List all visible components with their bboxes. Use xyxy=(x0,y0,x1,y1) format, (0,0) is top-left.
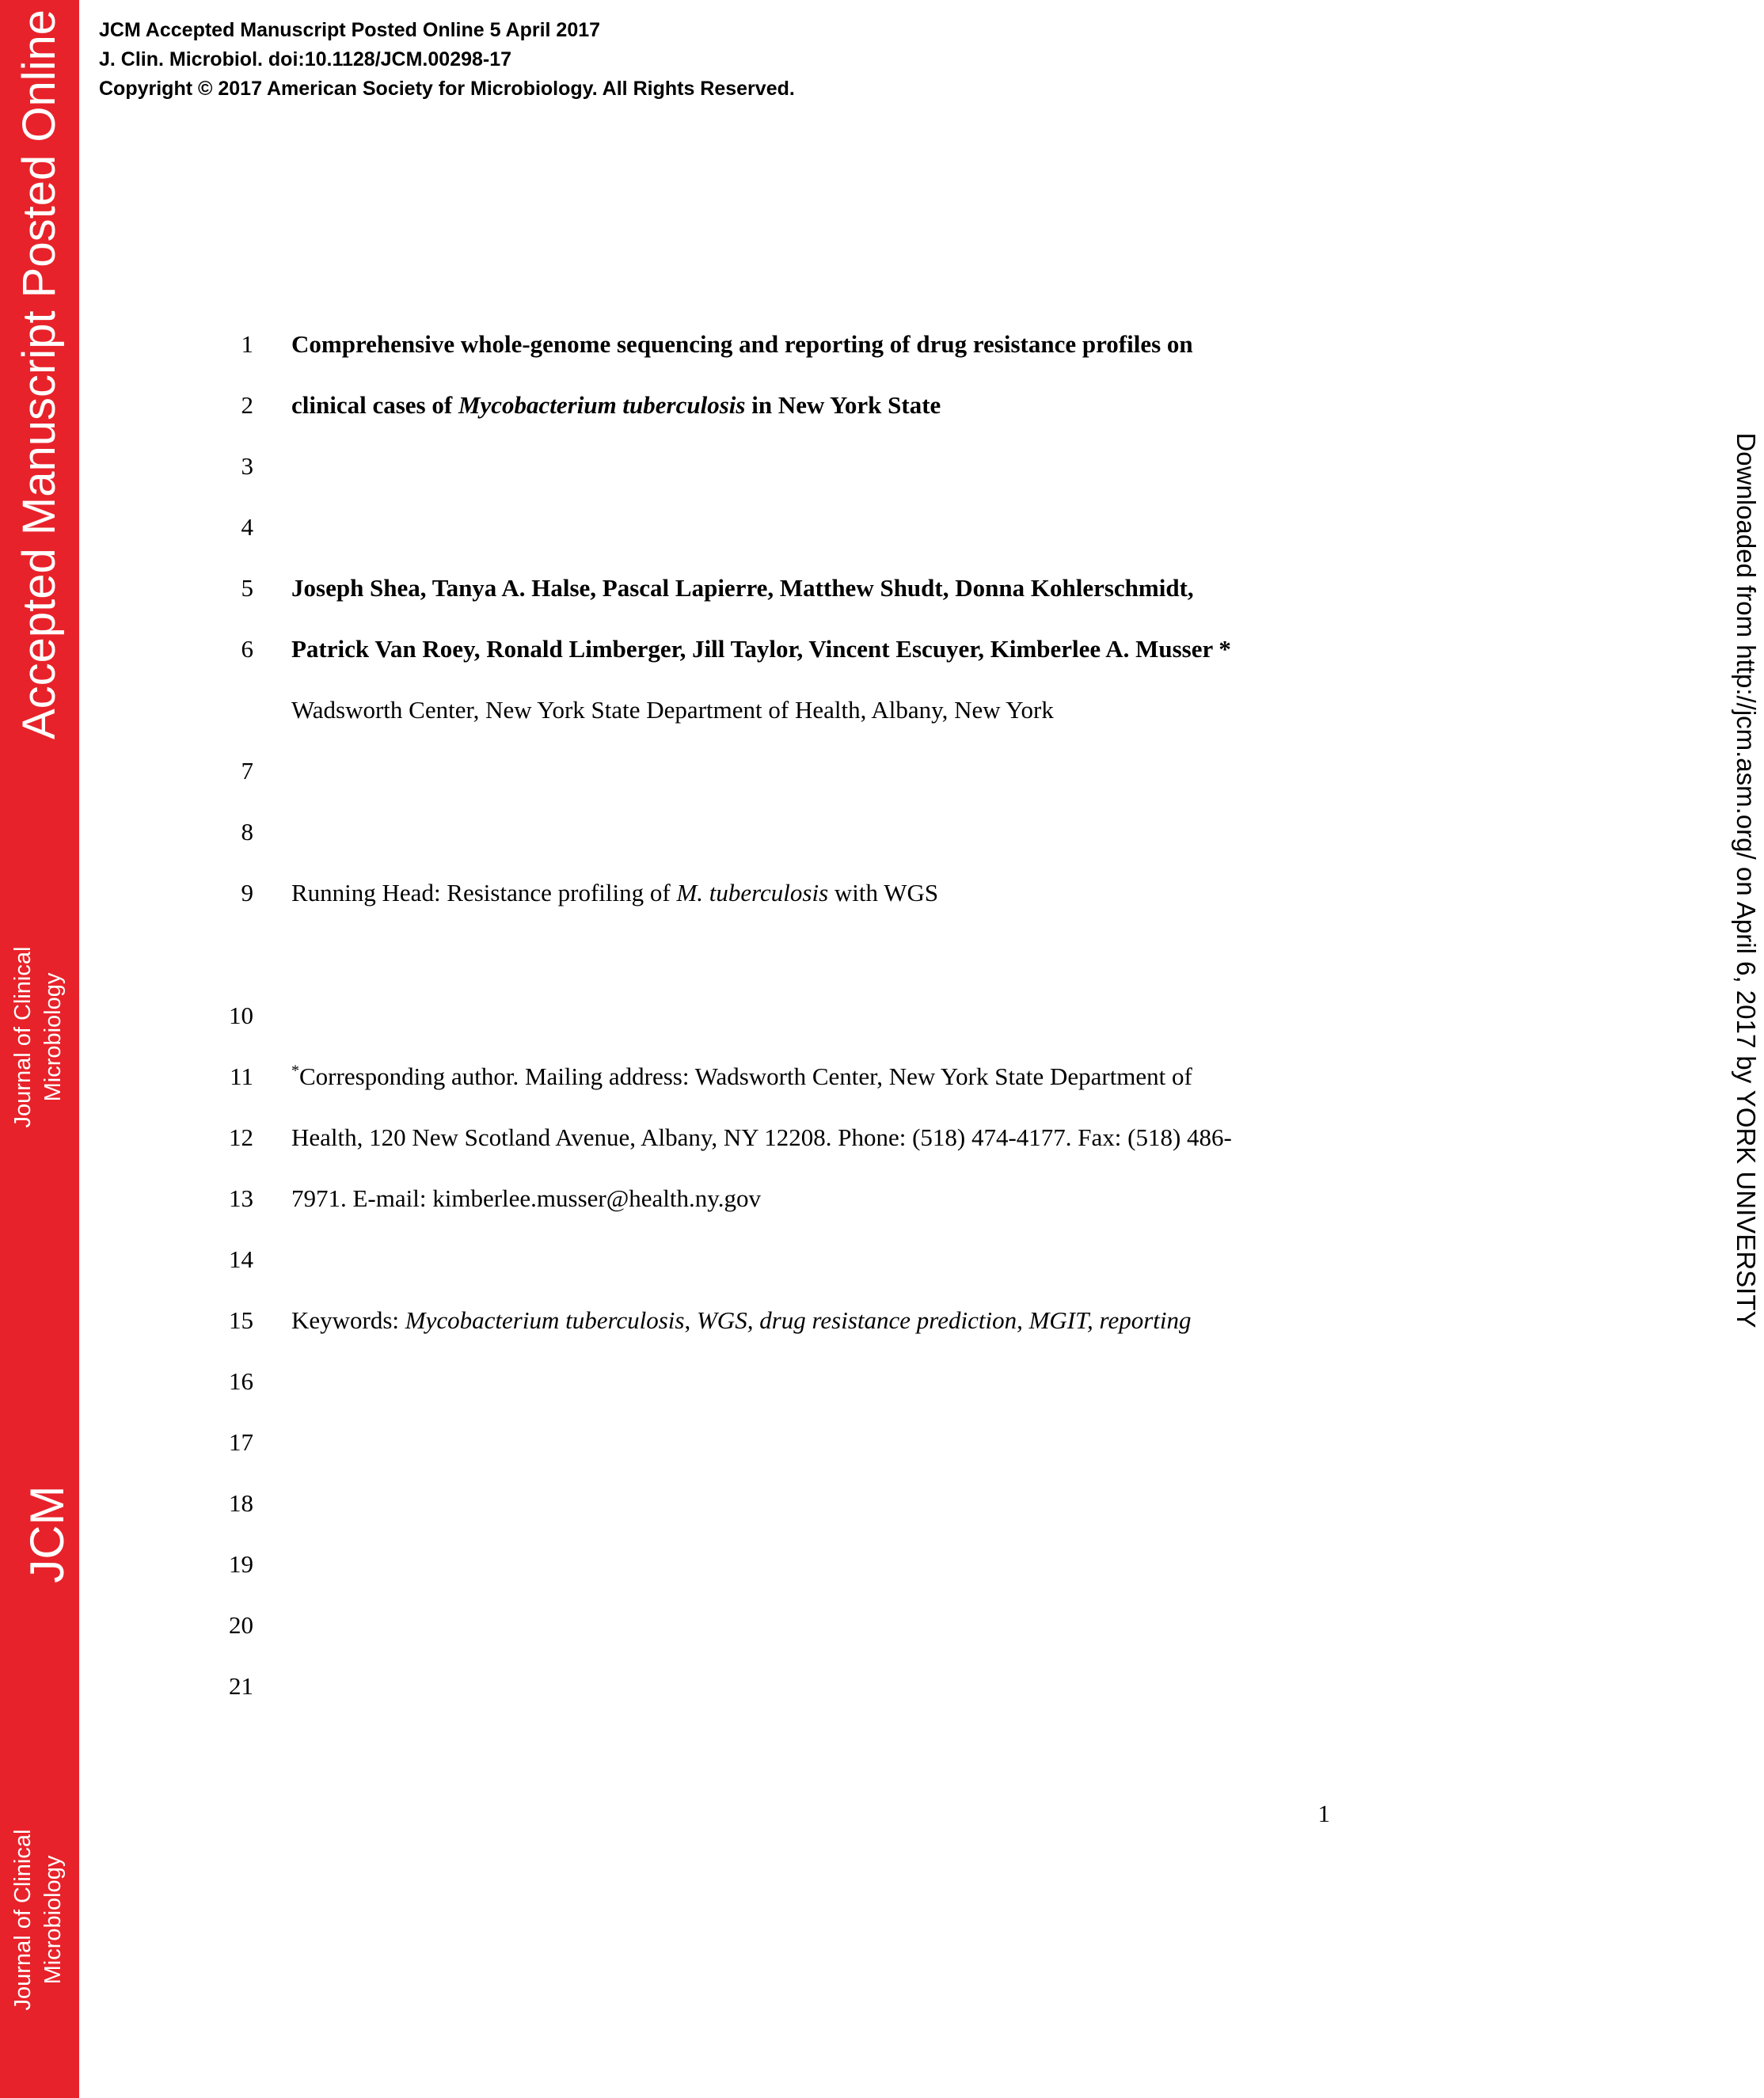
line-number: 5 xyxy=(241,574,253,602)
keyword-list: WGS, drug resistance prediction, MGIT, reporting xyxy=(696,1306,1192,1334)
sidebar-journal-name xyxy=(8,934,71,1140)
title-species: Mycobacterium tuberculosis xyxy=(458,391,746,419)
line-number: 2 xyxy=(241,391,253,419)
line-number: 6 xyxy=(241,635,253,663)
running-head-species: M. tuberculosis xyxy=(676,879,829,906)
line-number: 8 xyxy=(241,818,253,846)
line-number: 15 xyxy=(229,1306,253,1334)
paper-title-line-1: Comprehensive whole-genome sequencing and reporting of drug resistance profiles on xyxy=(291,330,1193,358)
keywords-separator: , xyxy=(684,1306,697,1334)
correspondence-line-3: 7971. E-mail: kimberlee.musser@health.ny.gov xyxy=(291,1184,762,1212)
sidebar-journal-name-bottom xyxy=(8,1817,71,2023)
correspondence-line-2: Health, 120 New Scotland Avenue, Albany, NY 12208. Phone: (518) 474-4177. Fax: (518) 486- xyxy=(291,1123,1232,1151)
line-number: 1 xyxy=(241,330,253,358)
line-number: 16 xyxy=(229,1367,253,1395)
line-number: 7 xyxy=(241,757,253,785)
sidebar-journal-line2-bottom: Microbiology xyxy=(40,1855,66,1985)
affiliation: Wadsworth Center, New York State Department of Health, Albany, New York xyxy=(291,696,1054,724)
title-text: clinical cases of xyxy=(291,391,458,419)
line-number: 11 xyxy=(230,1062,253,1090)
line-number: 19 xyxy=(229,1550,253,1578)
running-head-text: with WGS xyxy=(828,879,939,906)
header-line-1: JCM Accepted Manuscript Posted Online 5 April 2017 xyxy=(99,19,601,41)
sidebar-journal-line2: Microbiology xyxy=(40,972,66,1102)
sidebar-title: Accepted Manuscript Posted Online xyxy=(13,9,65,740)
sidebar-journal-line1-bottom: Journal of Clinical xyxy=(10,1829,36,2011)
line-number: 20 xyxy=(229,1611,253,1639)
title-text: in New York State xyxy=(745,391,941,419)
authors-line-2: Patrick Van Roey, Ronald Limberger, Jill Taylor, Vincent Escuyer, Kimberlee A. Musser * xyxy=(291,635,1231,663)
line-number: 17 xyxy=(229,1428,253,1456)
correspondence-line-1 xyxy=(291,1061,1192,1093)
page-number: 1 xyxy=(1317,1800,1330,1827)
line-number: 13 xyxy=(229,1184,253,1212)
header-line-2: J. Clin. Microbiol. doi:10.1128/JCM.00298-17 xyxy=(99,48,512,70)
line-number: 21 xyxy=(229,1672,253,1700)
line-number: 3 xyxy=(241,452,253,480)
keywords-label: Keywords: xyxy=(291,1306,405,1334)
line-number: 18 xyxy=(229,1489,253,1517)
keywords xyxy=(291,1305,1192,1336)
sidebar-journal-line1: Journal of Clinical xyxy=(10,946,36,1128)
line-number: 9 xyxy=(241,879,253,906)
running-head xyxy=(291,877,938,909)
keyword-species: Mycobacterium tuberculosis xyxy=(405,1306,685,1334)
paper-title-line-2 xyxy=(291,390,941,421)
download-notice: Downloaded from http://jcm.asm.org/ on April 6, 2017 by YORK UNIVERSITY xyxy=(1732,432,1761,1328)
line-number: 10 xyxy=(229,1001,253,1029)
correspondence-text: Corresponding author. Mailing address: Wadsworth Center, New York State Department of xyxy=(299,1062,1192,1090)
footnote-asterisk: * xyxy=(291,1062,299,1080)
line-number: 14 xyxy=(229,1245,253,1273)
sidebar-jcm-logo: JCM xyxy=(21,1485,74,1583)
line-number: 4 xyxy=(241,513,253,541)
line-number: 12 xyxy=(229,1123,253,1151)
header-line-3: Copyright © 2017 American Society for Microbiology. All Rights Reserved. xyxy=(99,78,795,100)
authors-line-1: Joseph Shea, Tanya A. Halse, Pascal Lapierre, Matthew Shudt, Donna Kohlerschmidt, xyxy=(291,574,1194,602)
running-head-text: Running Head: Resistance profiling of xyxy=(291,879,677,906)
manuscript-header xyxy=(99,16,795,104)
journal-sidebar xyxy=(0,0,79,2098)
